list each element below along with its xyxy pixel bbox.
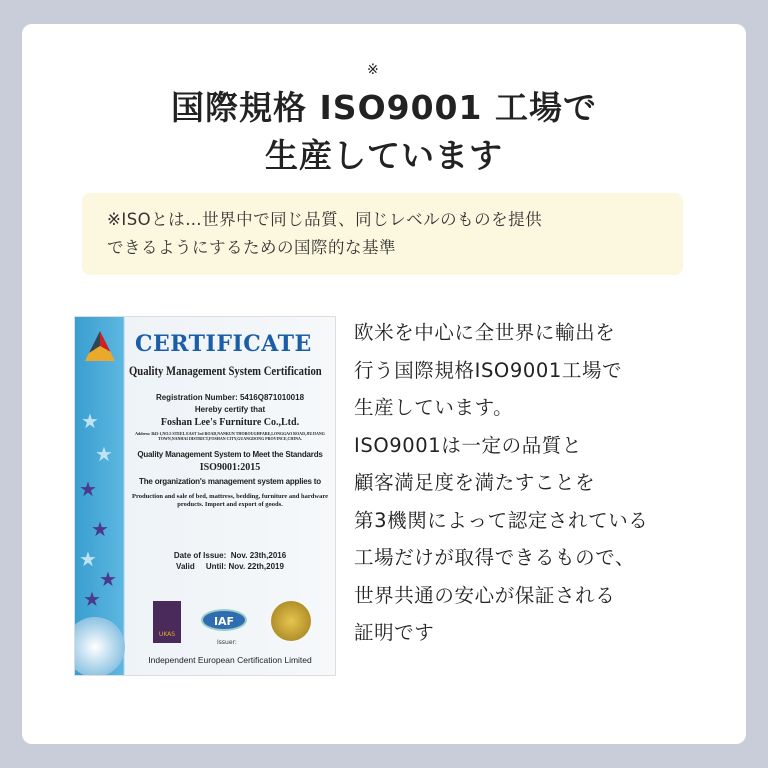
star-icon: ★ (83, 587, 101, 611)
body-line: 顧客満足度を満たすことを (354, 471, 596, 494)
cert-registration: Registration Number: 5416Q871010018 (155, 393, 305, 402)
iso-note (82, 193, 683, 275)
page-title (0, 84, 768, 180)
description-text (354, 314, 648, 652)
note-line-1: ※ISOとは…世界中で同じ品質、同じレベルのものを提供 (107, 210, 543, 229)
cert-title: CERTIFICATE (135, 331, 312, 357)
title-line-2: 生産しています (265, 136, 503, 175)
cert-standard-label: Quality Management System to Meet the Standards (137, 450, 323, 459)
certificate-image (74, 316, 336, 676)
body-line: 証明です (354, 621, 435, 644)
ukas-logo: UKAS (153, 601, 181, 643)
cert-company: Foshan Lee's Furniture Co.,Ltd. (160, 417, 300, 428)
cert-hereby: Hereby certify that (194, 405, 266, 414)
cert-issuer-org: Independent European Certification Limited (148, 655, 312, 665)
annotation-mark: ※ (367, 62, 379, 78)
cert-standard: ISO9001:2015 (199, 462, 261, 473)
certification-group-logo (85, 331, 115, 361)
body-line: 第3機関によって認定されている (354, 508, 649, 532)
cert-address: Address: B43-1,NO.5 STEEL EAST 3rd ROAD,NANKUN THOROUGHFARE,LONGGAO ROAD,JIUJIANG TOWN,NANHAI DISTRICT,FOSHAN CITY,GUANGDONG PROVINCE,CHINA. (135, 431, 325, 441)
cert-applies: The organization's management system applies to (139, 477, 321, 486)
body-line: 工場だけが取得できるもので、 (354, 546, 636, 569)
cert-subtitle: Quality Management System Certification (129, 363, 322, 378)
note-line-2: できるようにするための国際的な基準 (107, 238, 396, 257)
body-line: 生産しています。 (354, 396, 514, 419)
star-icon: ★ (79, 547, 97, 571)
cert-scope: Production and sale of bed, mattress, bedding, furniture and hardware products. Import and export of goods. (132, 493, 328, 508)
body-line: 行う国際規格ISO9001工場で (354, 358, 623, 382)
star-icon: ★ (95, 442, 113, 466)
star-icon: ★ (99, 567, 117, 591)
body-line: 世界共通の安心が保証される (354, 583, 616, 607)
star-icon: ★ (91, 517, 109, 541)
globe-icon (74, 617, 125, 676)
iaf-logo: IAF (201, 609, 247, 631)
body-line: ISO9001は一定の品質と (354, 433, 583, 457)
title-line-1: 国際規格 ISO9001 工場で (171, 88, 597, 127)
star-icon: ★ (79, 477, 97, 501)
star-icon: ★ (81, 409, 99, 433)
cert-issue-date: Date of Issue: Nov. 23th,2016 (173, 551, 287, 560)
cert-valid-until: Valid Until: Nov. 22th,2019 (176, 562, 284, 571)
body-line: 欧米を中心に全世界に輸出を (354, 321, 616, 344)
gold-seal (271, 601, 311, 641)
cert-issuer: Issuer: (217, 639, 237, 646)
